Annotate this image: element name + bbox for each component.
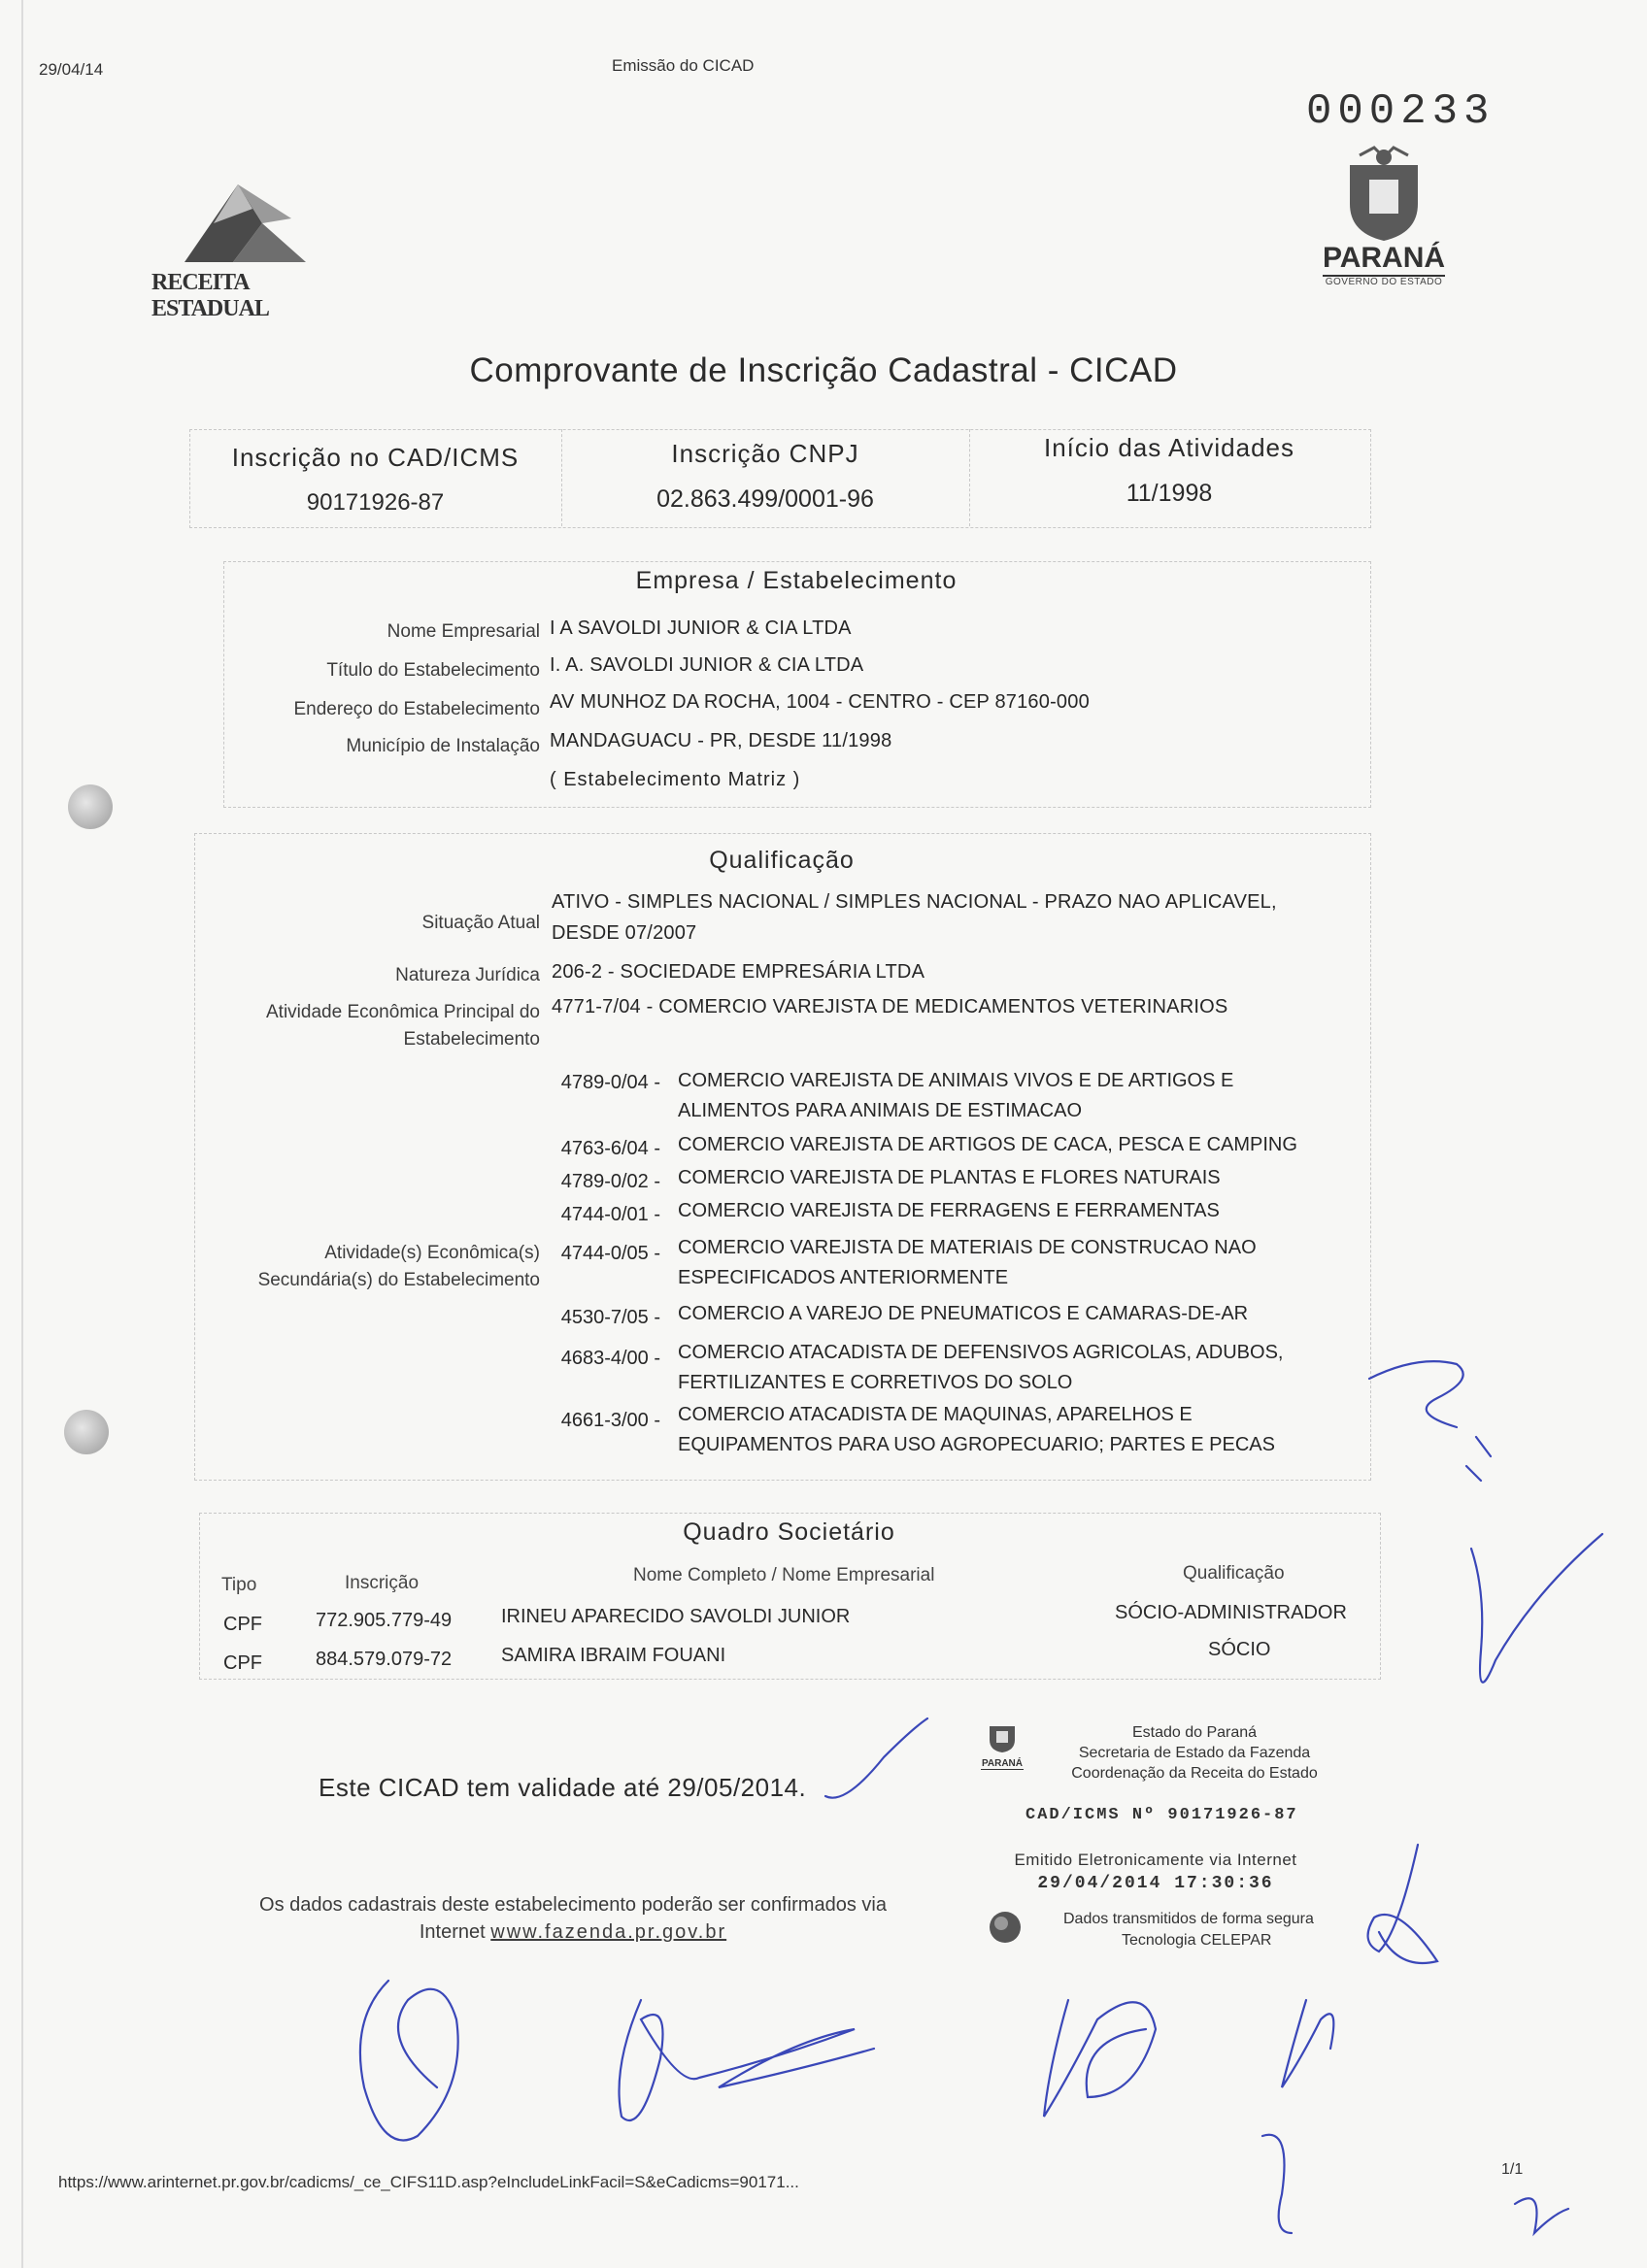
endereco-label: Endereço do Estabelecimento [293,699,540,719]
secundaria-desc: COMERCIO VAREJISTA DE ARTIGOS DE CACA, PESCA E CAMPING [678,1134,1297,1155]
titulo-estabelecimento-label: Título do Estabelecimento [326,660,540,681]
titulo-estabelecimento-value: I. A. SAVOLDI JUNIOR & CIA LTDA [550,654,864,676]
signature-bottom-1 [360,1981,458,2140]
situacao-value-line1: ATIVO - SIMPLES NACIONAL / SIMPLES NACIONAL - PRAZO NAO APLICAVEL, [552,891,1277,913]
margin-marks [1466,1437,1491,1481]
atividades-secundarias-label-line1: Atividade(s) Econômica(s) [324,1243,540,1263]
signature-right-v [1471,1534,1602,1683]
secundaria-code: 4661-3/00 - [560,1410,660,1431]
initials-bottom-right [1515,2198,1568,2233]
atividade-principal-value: 4771-7/04 - COMERCIO VAREJISTA DE MEDICAMENTOS VETERINARIOS [552,996,1228,1017]
municipio-value: MANDAGUACU - PR, DESDE 11/1998 [550,730,892,751]
natureza-juridica-value: 206-2 - SOCIEDADE EMPRESÁRIA LTDA [552,961,925,983]
secundaria-desc: COMERCIO VAREJISTA DE PLANTAS E FLORES NATURAIS [678,1167,1221,1188]
endereco-value: AV MUNHOZ DA ROCHA, 1004 - CENTRO - CEP 87160-000 [550,691,1090,713]
situacao-label: Situação Atual [421,913,540,933]
stamp-emitido: Emitido Eletronicamente via Internet [1014,1851,1297,1869]
page-title: Comprovante de Inscrição Cadastral - CICAD [469,351,1178,389]
socio-tipo: CPF [223,1614,262,1635]
stamp-dados-transmitidos: Dados transmitidos de forma segura Tecnologia CELEPAR [1063,1911,1314,1949]
confirmacao-text: Os dados cadastrais deste estabelecimento poderão ser confirmados via Internet www.fazenda.pr.gov.br [259,1894,887,1943]
socio-qualificacao: SÓCIO-ADMINISTRADOR [1115,1602,1347,1623]
signature-bottom-4 [1262,2000,1333,2233]
receita-estadual-logo: RECEITA ESTADUAL [146,165,359,301]
secundaria-code: 4683-4/00 - [560,1348,660,1369]
validade-text: Este CICAD tem validade até 29/05/2014. [319,1773,807,1802]
socio-inscricao: 884.579.079-72 [316,1649,453,1670]
signature-validade-stroke [825,1718,927,1798]
socio-inscricao: 772.905.779-49 [316,1610,453,1631]
socio-tipo: CPF [223,1652,262,1674]
socio-qualificacao: SÓCIO [1208,1639,1271,1660]
secundaria-code: 4763-6/04 - [560,1138,660,1159]
atividade-principal-label-line1: Atividade Econômica Principal do [266,1002,540,1022]
stamp-parana-logo: PARANÁ [981,1720,1024,1770]
estabelecimento-matriz-note: ( Estabelecimento Matriz ) [550,769,801,790]
socio-nome: IRINEU APARECIDO SAVOLDI JUNIOR [501,1606,851,1627]
secundaria-desc: COMERCIO ATACADISTA DE DEFENSIVOS AGRICOLAS, ADUBOS, FERTILIZANTES E CORRETIVOS DO SOLO [678,1342,1284,1393]
atividades-secundarias-label-line2: Secundária(s) do Estabelecimento [257,1270,540,1290]
secundaria-desc: COMERCIO VAREJISTA DE ANIMAIS VIVOS E DE ARTIGOS E ALIMENTOS PARA ANIMAIS DE ESTIMACAO [678,1070,1234,1121]
stamp-cad-icms: CAD/ICMS Nº 90171926-87 [1025,1806,1298,1824]
qualificacao-section-title: Qualificação [709,847,855,874]
secundaria-code: 4789-0/04 - [560,1072,660,1093]
document-number: 000233 [1306,87,1496,136]
print-date: 29/04/14 [39,60,104,79]
quadro-header-inscricao: Inscrição [345,1573,420,1593]
municipio-label: Município de Instalação [346,736,540,756]
nome-empresarial-value: I A SAVOLDI JUNIOR & CIA LTDA [550,617,852,639]
secundaria-code: 4789-0/02 - [560,1171,660,1192]
situacao-value-line2: DESDE 07/2007 [552,922,697,944]
secundaria-desc: COMERCIO A VAREJO DE PNEUMATICOS E CAMARAS-DE-AR [678,1303,1249,1324]
cnpj-label: Inscrição CNPJ [671,439,859,468]
stamp-text: Estado do Paraná Secretaria de Estado da Fazenda Coordenação da Receita do Estado [1071,1724,1318,1782]
secundaria-code: 4744-0/05 - [560,1243,660,1264]
page-number: 1/1 [1501,2161,1524,2178]
secundaria-desc: COMERCIO VAREJISTA DE FERRAGENS E FERRAMENTAS [678,1200,1220,1221]
stamp-datetime: 29/04/2014 17:30:36 [1037,1874,1274,1893]
margin-scribble [1369,1361,1463,1427]
cad-icms-label: Inscrição no CAD/ICMS [231,443,520,472]
inicio-atividades-value: 11/1998 [1126,480,1213,507]
signature-stamp [1368,1845,1437,1963]
quadro-header-tipo: Tipo [221,1575,257,1595]
socio-nome: SAMIRA IBRAIM FOUANI [501,1645,726,1666]
quadro-header-qualificacao: Qualificação [1183,1563,1285,1584]
inicio-atividades-label: Início das Atividades [1043,433,1295,462]
footer-url: https://www.arinternet.pr.gov.br/cadicms/_ce_CIFS11D.asp?eIncludeLinkFacil=S&eCadicms=90171... [58,2173,799,2191]
cad-icms-value: 90171926-87 [306,489,445,516]
nome-empresarial-label: Nome Empresarial [387,621,540,642]
quadro-header-nome: Nome Completo / Nome Empresarial [633,1565,935,1585]
secundaria-code: 4744-0/01 - [560,1204,660,1225]
quadro-societario-title: Quadro Societário [683,1518,895,1546]
empresa-section-title: Empresa / Estabelecimento [635,567,958,594]
secundaria-code: 4530-7/05 - [560,1307,660,1328]
cnpj-value: 02.863.499/0001-96 [656,485,874,513]
parana-governo-logo: PARANÁ GOVERNO DO ESTADO [1316,146,1452,301]
signature-bottom-2 [620,2000,875,2120]
natureza-juridica-label: Natureza Jurídica [395,965,540,985]
atividade-principal-label-line2: Estabelecimento [403,1029,540,1050]
print-header-title: Emissão do CICAD [612,56,755,75]
secundaria-desc: COMERCIO VAREJISTA DE MATERIAIS DE CONSTRUCAO NAO ESPECIFICADOS ANTERIORMENTE [678,1237,1257,1288]
fazenda-link[interactable]: www.fazenda.pr.gov.br [490,1921,727,1943]
secundaria-desc: COMERCIO ATACADISTA DE MAQUINAS, APARELHOS E EQUIPAMENTOS PARA USO AGROPECUARIO; PARTES E PECAS [678,1404,1275,1455]
signature-bottom-3 [1044,2000,1156,2117]
